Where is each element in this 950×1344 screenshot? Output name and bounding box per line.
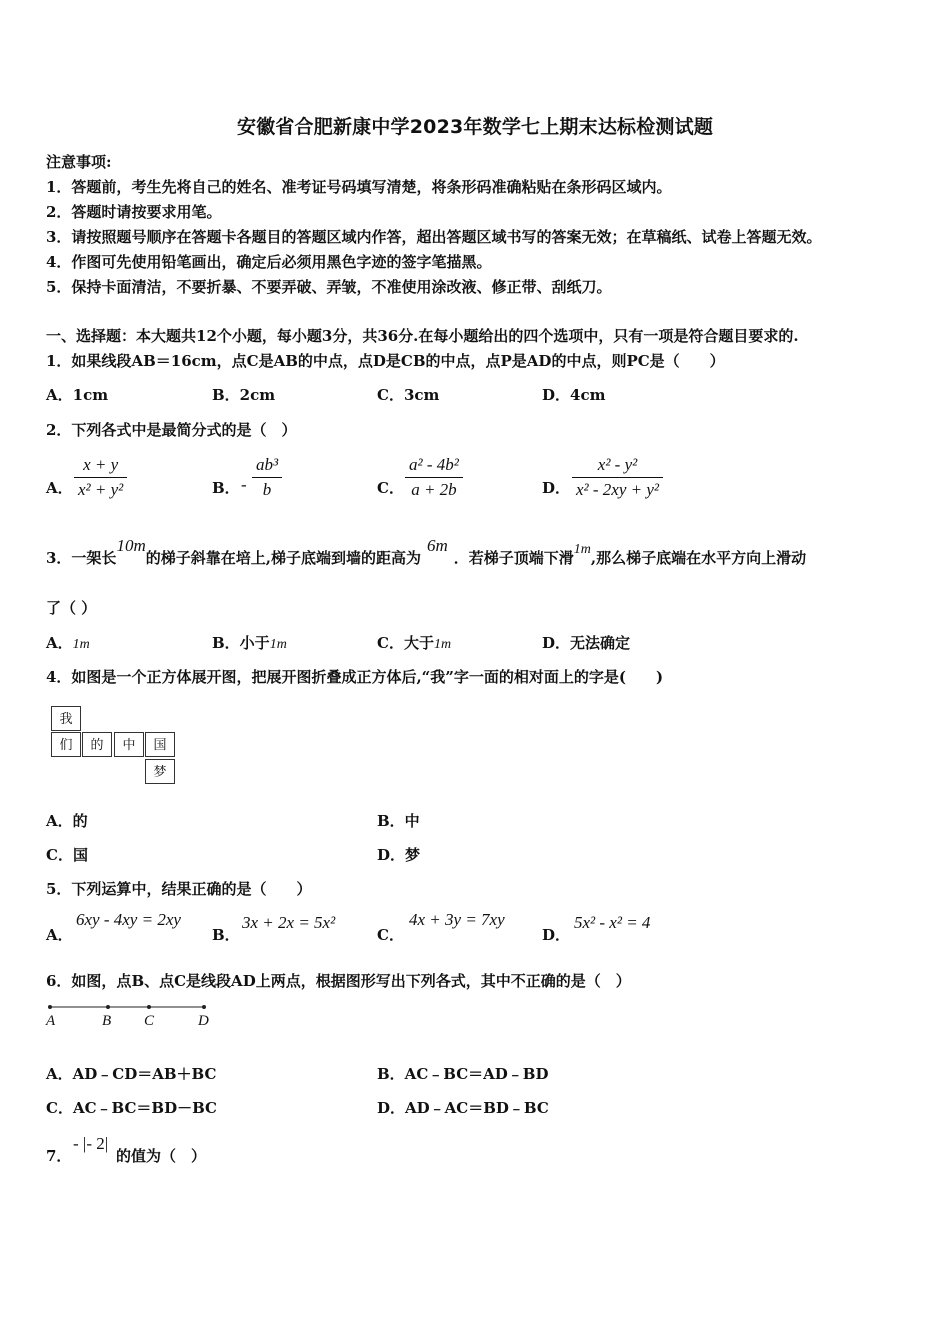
q2-label-b: B． bbox=[212, 479, 240, 497]
q5-label-b: B． bbox=[212, 926, 240, 944]
q6-option-b: B．AC﹣BC＝AD﹣BD bbox=[377, 1065, 549, 1083]
q2-stem: 2．下列各式中是最简分式的是（ ） bbox=[46, 421, 297, 439]
q3-option-a bbox=[46, 633, 90, 655]
q2-a-denominator: x² + y² bbox=[78, 480, 124, 499]
net-cell-wo: 我 bbox=[51, 706, 81, 731]
point-c-label: C bbox=[144, 1013, 155, 1029]
q5-stem: 5．下列运算中，结果正确的是（ ） bbox=[46, 880, 312, 898]
q3-stem-line-2: 了（ ） bbox=[46, 599, 97, 617]
q5-label-c: C． bbox=[377, 926, 404, 944]
q2-fraction-a bbox=[74, 455, 127, 500]
notice-item-5: 5．保持卡面清洁，不要折暴、不要弄破、弄皱，不准使用涂改液、修正带、刮纸刀。 bbox=[46, 278, 612, 296]
q4-option-b: B．中 bbox=[377, 812, 420, 830]
net-cell-meng: 梦 bbox=[145, 759, 175, 784]
q4-option-a: A．的 bbox=[46, 812, 88, 830]
q3-option-c bbox=[377, 633, 451, 655]
q3-option-a-value: 1m bbox=[72, 637, 90, 652]
q3-option-b-value: 1m bbox=[269, 637, 287, 652]
q5-label-d: D． bbox=[542, 926, 571, 944]
q2-d-denominator: x² - 2xy + y² bbox=[576, 480, 660, 499]
notice-item-4: 4．作图可先使用铅笔画出，确定后必须用黑色字迹的签字笔描黑。 bbox=[46, 253, 492, 271]
q6-option-d: D．AD﹣AC＝BD﹣BC bbox=[377, 1099, 549, 1117]
point-a-label: A bbox=[46, 1013, 56, 1029]
q2-b-denominator: b bbox=[262, 480, 272, 499]
q4-option-c: C．国 bbox=[46, 846, 88, 864]
q3-length: 10m bbox=[116, 536, 146, 555]
q3-option-b bbox=[212, 633, 287, 655]
q2-fraction-b bbox=[252, 455, 282, 500]
q7-expression: - |- 2| bbox=[73, 1134, 109, 1153]
q3-option-d: D．无法确定 bbox=[542, 634, 631, 652]
q3-option-a-label: A． bbox=[46, 634, 73, 652]
q3-stem bbox=[46, 536, 807, 570]
q1-stem: 1．如果线段AB＝16cm，点C是AB的中点，点D是CB的中点，点P是AD的中点，则PC是（ ） bbox=[46, 352, 725, 370]
q2-c-denominator: a + 2b bbox=[411, 480, 457, 499]
q5-expr-a: 6xy - 4xy = 2xy bbox=[76, 910, 181, 929]
q1-option-b: B．2cm bbox=[212, 386, 276, 404]
notice-item-3: 3．请按照题号顺序在答题卡各题目的答题区域内作答，超出答题区域书写的答案无效；在草稿纸、试卷上答题无效。 bbox=[46, 228, 822, 246]
point-d-label: D bbox=[198, 1013, 209, 1029]
q2-d-numerator: x² - y² bbox=[597, 455, 638, 474]
q4-option-d: D．梦 bbox=[377, 846, 421, 864]
q6-option-c: C．AC﹣BC＝BD－BC bbox=[46, 1099, 217, 1117]
q3-option-c-value: 1m bbox=[433, 637, 452, 652]
q6-option-a: A．AD﹣CD＝AB＋BC bbox=[46, 1065, 217, 1083]
q1-option-a: A．1cm bbox=[46, 386, 109, 404]
q2-label-d: D． bbox=[542, 479, 571, 497]
q1-option-d: D．4cm bbox=[542, 386, 606, 404]
q7-number: 7． bbox=[46, 1147, 72, 1165]
segment-diagram bbox=[44, 1000, 219, 1014]
q3-part-1: 3．一架长 bbox=[46, 549, 117, 567]
q3-option-c-label: C．大于 bbox=[377, 634, 434, 652]
q3-part-4: ,那么梯子底端在水平方向上滑动 bbox=[590, 549, 807, 567]
point-c-dot bbox=[147, 1005, 151, 1009]
q3-distance: 6m bbox=[426, 536, 448, 555]
q2-c-numerator: a² - 4b² bbox=[409, 455, 459, 474]
q2-a-numerator: x + y bbox=[83, 455, 119, 474]
q5-label-a: A． bbox=[46, 926, 73, 944]
notice-item-2: 2．答题时请按要求用笔。 bbox=[46, 203, 222, 221]
q2-label-c: C． bbox=[377, 479, 404, 497]
q2-label-a: A． bbox=[46, 479, 73, 497]
q4-stem: 4．如图是一个正方体展开图，把展开图折叠成正方体后,“我”字一面的相对面上的字是( ) bbox=[46, 668, 664, 686]
q2-b-numerator: ab³ bbox=[256, 455, 279, 474]
q3-part-2: 的梯子斜靠在培上,梯子底端到墙的距高为 bbox=[145, 549, 421, 567]
q7-tail: 的值为（ ） bbox=[116, 1147, 207, 1165]
page-title: 安徽省合肥新康中学2023年数学七上期末达标检测试题 bbox=[236, 116, 714, 138]
q3-option-b-label: B．小于 bbox=[212, 634, 270, 652]
q1-option-c: C．3cm bbox=[377, 386, 440, 404]
q2-b-sign: - bbox=[241, 475, 247, 494]
q6-stem: 6．如图，点B、点C是线段AD上两点，根据图形写出下列各式，其中不正确的是（ ） bbox=[46, 972, 631, 990]
point-a-dot bbox=[48, 1005, 52, 1009]
q3-part-3: ．若梯子顶端下滑 bbox=[453, 549, 574, 567]
q2-fraction-d bbox=[572, 455, 663, 500]
notice-heading: 注意事项: bbox=[46, 153, 112, 171]
point-b-dot bbox=[106, 1005, 110, 1009]
point-d-dot bbox=[202, 1005, 206, 1009]
q3-slide: 1m bbox=[573, 542, 591, 557]
q5-expr-c: 4x + 3y = 7xy bbox=[409, 910, 505, 929]
section-header: 一、选择题：本大题共12个小题，每小题3分，共36分.在每小题给出的四个选项中，只有一项是符合题目要求的. bbox=[46, 327, 799, 345]
q2-fraction-c bbox=[405, 455, 463, 500]
net-cell-zhong: 中 bbox=[114, 732, 144, 757]
net-cell-de: 的 bbox=[82, 732, 112, 757]
point-b-label: B bbox=[102, 1013, 112, 1029]
net-cell-guo: 国 bbox=[145, 732, 175, 757]
q5-expr-b: 3x + 2x = 5x² bbox=[242, 913, 336, 932]
notice-item-1: 1．答题前，考生先将自己的姓名、准考证号码填写清楚，将条形码准确粘贴在条形码区域内。 bbox=[46, 178, 672, 196]
q5-expr-d: 5x² - x² = 4 bbox=[574, 913, 651, 932]
net-cell-men: 们 bbox=[51, 732, 81, 757]
